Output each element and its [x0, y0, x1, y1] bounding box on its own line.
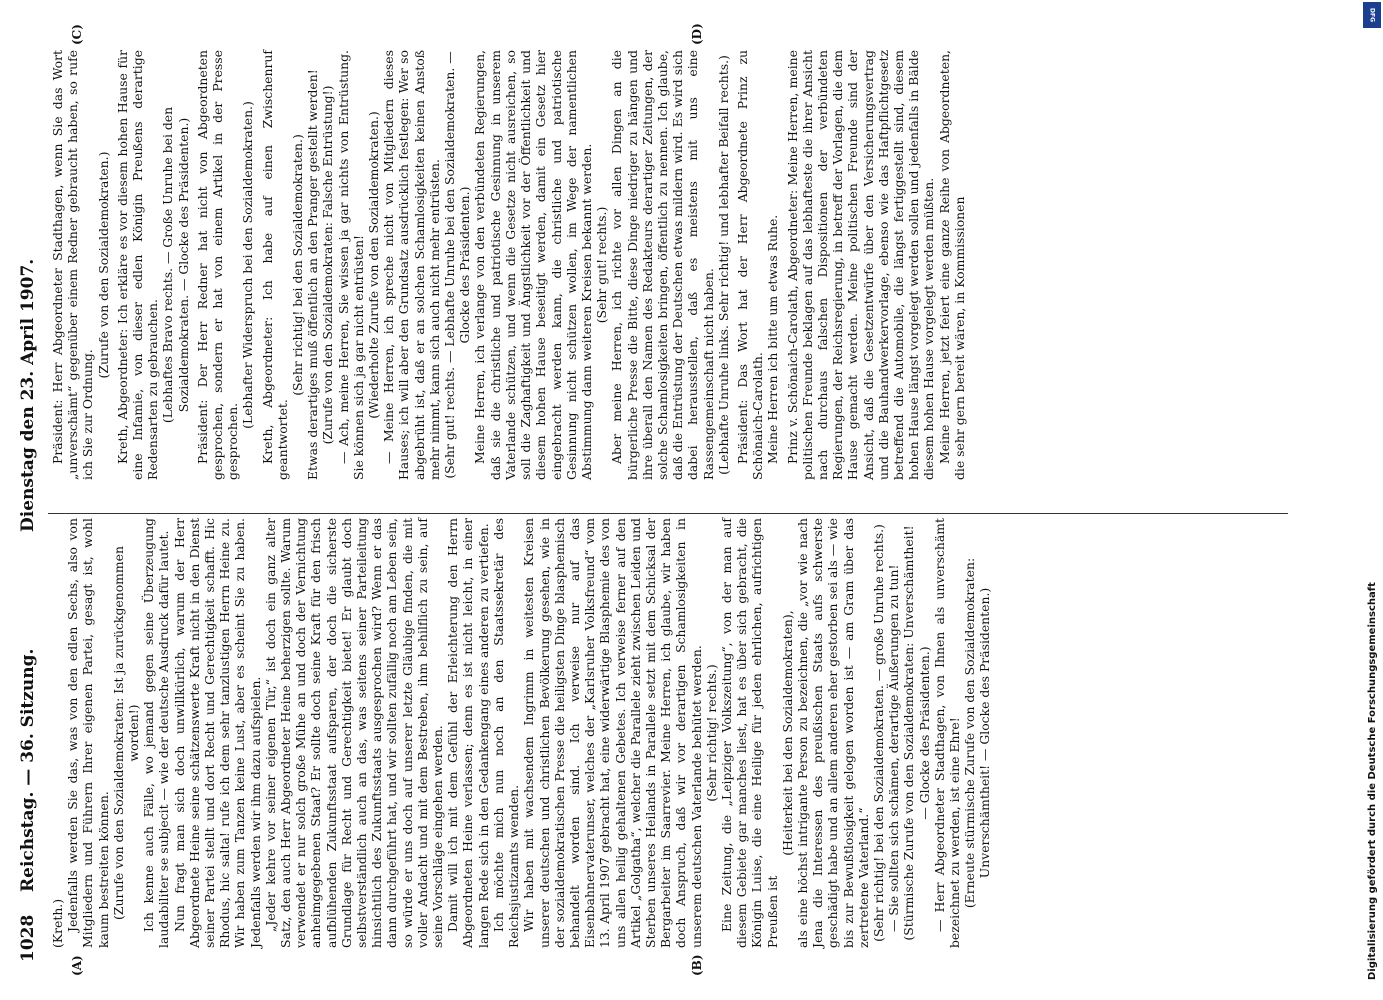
interjection: (Zurufe von den Sozialdemokraten: Falsche Entrüstung!)	[320, 85, 336, 445]
paragraph: Präsident: Das Wort hat der Herr Abgeordnete Prinz zu Schönaich-Carolath.	[734, 50, 766, 480]
column-divider	[48, 513, 1288, 514]
header-right-title: Dienstag den 23. April 1907.	[18, 258, 38, 532]
interjection: (Lebhaftes Bravo rechts. — Große Unruhe bei den Sozialdemokraten. — Glocke des Präsidenten.)	[160, 106, 191, 424]
header-left-title: Reichstag. — 36. Sitzung.	[18, 648, 38, 892]
paragraph: als eine höchst intrigante Person zu bezeichnen, die „vor wie nach Jena die Interessen des preußischen Staats aufs schwerste geschädigt habe und an allem anderen eher gestorben sei als — wie bis zur Bewußtlosigkeit gelogen worden ist — am Gram über das zertretene Vaterland.“	[794, 518, 871, 948]
interjection: (Sehr gut! rechts.)	[594, 206, 610, 324]
interjection: (Zurufe von den Sozialdemokraten.)	[95, 151, 111, 379]
paragraph: — Meine Herren, ich spreche nicht von Mitgliedern dieses Hauses; ich will aber den Grundsatz ausdrücklich festlegen: Wer so abgebrüht ist, daß er an solchen Schamlosigkeiten keinen Anstoß mehr nimmt, kann sich auch nicht mehr entrüsten.	[381, 50, 442, 480]
paragraph: Präsident: Herr Abgeordneter Stadthagen, wenn Sie das Wort „unverschämt“ gegenüber einem Redner gebraucht haben, so rufe ich Sie zur Ordnung.	[50, 50, 96, 480]
interjection: (Zurufe von den Sozialdemokraten: Ist ja zurückgenommen worden!)	[110, 546, 142, 920]
interjection: (Sehr richtig! bei den Sozialdemokraten. — große Unruhe rechts.)	[870, 524, 886, 942]
paragraph: Wir haben mit wachsendem Ingrimm in weitesten Kreisen unserer deutschen und christlichen Bevölkerung gesehen, wie in der sozialdemokratischen Presse die heiligsten Dinge blasphemisch behandelt worden sind. Ich verweise nur auf das Eisenbahnervaterunser, welches der „Karlsruher Volksfreund“ vom 13. April 1907 gebracht hat, eine widerwärtige Blasphemie des von uns allen heilig gehaltenen Gebetes. Ich verweise ferner auf den Artikel „Golgatha“, welcher die Parallele zieht zwischen Leiden und Sterben unseres Heilands in Parallele setzt mit dem Schicksal der Bergarbeiter im Saarrevier. Meine Herren, ich glaube, wir haben doch Anspruch, daß wir vor derartigen Schamlosigkeiten in unserem deutschen Vaterlande behütet werden.	[521, 518, 704, 948]
margin-marker-d: (D)	[690, 23, 704, 45]
interjection: (Stürmische Zurufe von den Sozialdemokraten: Unverschämtheit! — Glocke des Präsidenten.)	[901, 525, 932, 941]
paragraph: Kreth, Abgeordneter: Ich erkläre es vor diesem hohen Hause für eine Infamie, von dieser edlen Königin Preußens derartige Redensarten zu gebrauchen.	[114, 50, 161, 480]
paragraph: Damit will ich mit dem Gefühl der Erleichterung den Herrn Abgeordneten Heine verlassen; denn es ist nicht leicht, in einer langen Rede sich in den Gedankengang eines anderen zu vertiefen.	[445, 518, 491, 948]
interjection: (Sehr gut! rechts. — Lebhafte Unruhe bei den Sozialdemokraten. — Glocke des Präsidenten.)	[442, 51, 473, 479]
interjection: (Erneute stürmische Zurufe von den Sozialdemokraten: Unverschämtheit! — Glocke des Präsidenten.)	[962, 557, 993, 909]
interjection: (Sehr richtig! bei den Sozialdemokraten.)	[290, 134, 306, 396]
interjection: (Sehr richtig! rechts.)	[703, 664, 719, 802]
paragraph: Prinz v. Schönaich-Carolath, Abgeordneter: Meine Herren, meine politischen Freunde beklagen auf das lebhafteste die ihrer Ansicht nach durchaus falschen Dispositionen der verbündeten Regierungen, der Reichsregierung, in betreff der Vorlagen, die dem Hause gemacht werden. Meine politischen Freunde sind der Ansicht, daß die Gesetzentwürfe über den Versicherungsvertrag und die Bauhandwerkervorlage, ebenso wie das Haftpflichtgesetz betreffend die Automobile, die längst fertiggestellt sind, diesem hohen Hause längst vorgelegt werden sollen und jedenfalls in Bälde diesem hohen Hause vorgelegt werden müßten.	[784, 50, 937, 480]
page-number: 1028	[18, 914, 38, 962]
paragraph: Ich kenne auch Fälle, wo jemand gegen seine Überzeugung laudabiliter se subjecit — wie der deutsche Ausdruck dafür lautet.	[141, 518, 172, 948]
paragraph: (Kreth.)	[50, 898, 65, 948]
paragraph: Eine Zeitung, die „Leipziger Volkszeitung“, von der man auf diesem Gebiete gar manches liest, hat es über sich gebracht, die Königin Luise, die eine Heilige für jeden ehrlichen, aufrichtigen Preußen ist	[718, 518, 780, 948]
paragraph: „Jeder kehre vor seiner eigenen Tür,“ ist doch ein ganz alter Satz, den auch Herr Abgeordneter Heine beherzigen sollte. Warum verwendet er nur solch große Mühe an und doch der Vernichtung anheimgegebenen Staat? Er sollte doch seine Kraft für den frisch aufblühenden Zukunftsstaat aufsparen, der doch die sicherste Grundlage für Recht und Gerechtigkeit bietet! Er glaubt doch selbstverständlich auch an das, was seitens seiner Parteileitung hinsichtlich des Zukunftsstaats ausgesprochen wird? Wenn er das dann durchgeführt hat, und wir sollten zufällig noch am Leben sein, so würde er uns doch auf unserer letzte Gläubige finden, die mit voller Andacht und mit dem Bestreben, ihm behilflich zu sein, auf seine Vorschläge eingehen werden.	[262, 518, 446, 948]
right-column	[50, 50, 967, 480]
margin-marker-a: (A)	[70, 955, 84, 976]
paragraph: Ich möchte mich nun noch an den Staatssekretär des Reichsjustizamts wenden.	[490, 518, 522, 948]
paragraph: Etwas derartiges muß öffentlich an den Pranger gestellt werden!	[305, 69, 321, 480]
paragraph: Kreth, Abgeordneter: Ich habe auf einen Zwischenruf geantwortet.	[259, 50, 290, 480]
paragraph: Meine Herren, ich verlange von den verbündeten Regierungen, daß sie die christliche und patriotische Gesinnung in unserem Vaterlande schützen, und wenn die Gesetze nicht ausreichen, so soll die Zaghaftigkeit und Ängstlichkeit vor der Öffentlichkeit und diesem hohen Hause beseitigt werden, damit ein Gesetz hier eingebracht werden kann, die christliche und patriotische Gesinnung nicht schützen wollen, im Wege der namentlichen Abstimmung dann weiteren Kreisen bekannt werden.	[472, 50, 594, 480]
page-header	[14, 32, 48, 962]
margin-marker-b: (B)	[690, 954, 704, 976]
paragraph: Meine Herren, jetzt feiert eine ganze Reihe von Abgeordneten, die sehr gern bereit wären, in Kommissionen	[936, 50, 967, 480]
interjection: (Lebhafte Unruhe links. Sehr richtig! und lebhafter Beifall rechts.)	[715, 55, 731, 475]
credit-strip	[1361, 0, 1383, 1000]
paragraph: Meine Herren ich bitte um etwas Ruhe.	[765, 214, 781, 464]
paragraph: — Sie sollten sich schämen, derartige Äußerungen zu tun!	[886, 564, 902, 932]
digitization-credit: Digitalisierung gefördert durch die Deutsche Forschungsgemeinschaft	[1367, 582, 1378, 980]
paragraph: Jedenfalls werden Sie das, was von den edlen Sechs, also von Mitgliedern und Führern Ihrer eigenen Partei, gesagt ist, wohl kaum bestreiten können.	[65, 518, 111, 948]
paragraph: — Herr Abgeordneter Stadthagen, von Ihnen als unverschämt bezeichnet zu werden, ist eine Ehre!	[931, 518, 962, 948]
interjection: (Heiterkeit bei den Sozialdemokraten),	[779, 610, 795, 856]
paragraph: — Ach, meine Herren, Sie wissen ja gar nichts von Entrüstung. Sie können sich ja gar nicht entrüsten!	[335, 50, 366, 480]
interjection: (Lebhafter Widerspruch bei den Sozialdemokraten.)	[240, 101, 256, 429]
paragraph: Nun fragt man sich doch unwillkürlich, warum der Herr Abgeordnete Heine seine schätzenswerte Kraft nicht in den Dienst seiner Partei stellt und dort Recht und Gerechtigkeit schafft. Hic Rhodus, hic salta! rufe ich dem sehr tanzlustigen Herrn Heine zu. Wir haben zum Tanzen keine Lust, aber es scheint Sie zu haben. Jedenfalls werden wir ihm dazu aufspielen.	[171, 518, 263, 948]
paragraph: Präsident: Der Herr Redner hat nicht von Abgeordneten gesprochen, sondern er hat von einem Artikel in der Presse gesprochen.	[194, 50, 241, 480]
dfg-logo: DFG	[1363, 2, 1381, 28]
paragraph: Aber meine Herren, ich richte vor allen Dingen an die bürgerliche Presse die Bitte, diese Dinge niedriger zu hängen und ihre überall den Namen des Redakteurs derartiger Zeitungen, der solche Schamlosigkeiten bringen, öffentlich zu nennen. Ich glaube, daß die Entrüstung der Deutschen etwas mildern wird. Es wird sich dabei herausstellen, daß es meistens mit uns eine Rassengemeinschaft nicht haben.	[609, 50, 716, 480]
left-column	[50, 518, 993, 948]
interjection: (Wiederholte Zurufe von den Sozialdemokraten.)	[366, 111, 382, 419]
margin-marker-c: (C)	[70, 24, 84, 45]
